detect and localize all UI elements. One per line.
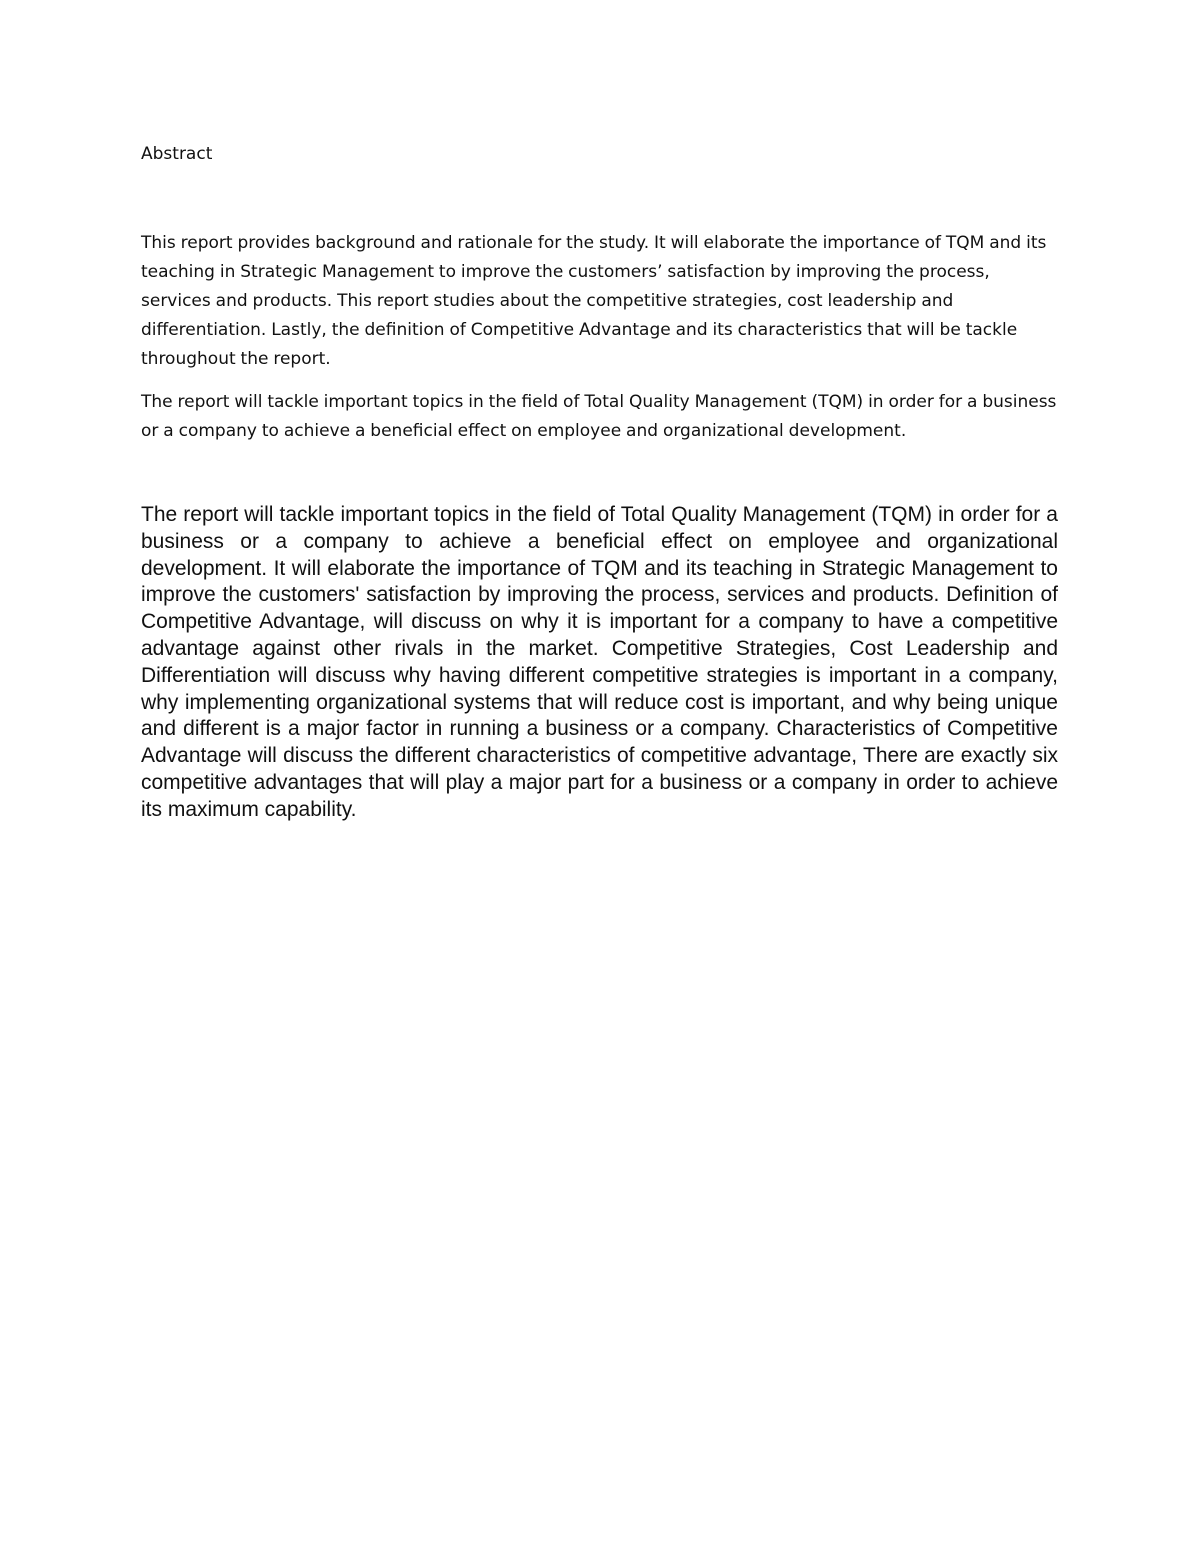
abstract-paragraph-2: The report will tackle important topics in the field of Total Quality Management (TQM) in order for a business or a company to achieve a beneficial effect on employee and organizational development. xyxy=(141,392,1057,441)
report-summary-paragraph: The report will tackle important topics in the field of Total Quality Management (TQM) in order for a business or a company to achieve a beneficial effect on employee and organizational development. It will elaborate the importance of TQM and its teaching in Strategic Management to improve the customers' satisfaction by improving the process, services and products. Definition of Competitive Advantage, will discuss on why it is important for a company to have a competitive advantage against other rivals in the market. Competitive Strategies, Cost Leadership and Differentiation will discuss why having different competitive strategies is important in a company, why implementing organizational systems that will reduce cost is important, and why being unique and different is a major factor in running a business or a company. Characteristics of Competitive Advantage will discuss the different characteristics of competitive advantage, There are exactly six competitive advantages that will play a major part for a business or a company in order to achieve its maximum capability. xyxy=(141,503,1058,821)
abstract-paragraph-1: This report provides background and rationale for the study. It will elaborate the importance of TQM and its teaching in Strategic Management to improve the customers’ satisfaction by improving the process, services and products. This report studies about the competitive strategies, cost leadership and differentiation. Lastly, the definition of Competitive Advantage and its characteristics that will be tackle throughout the report. xyxy=(141,233,1047,369)
abstract-heading: Abstract xyxy=(141,144,213,164)
